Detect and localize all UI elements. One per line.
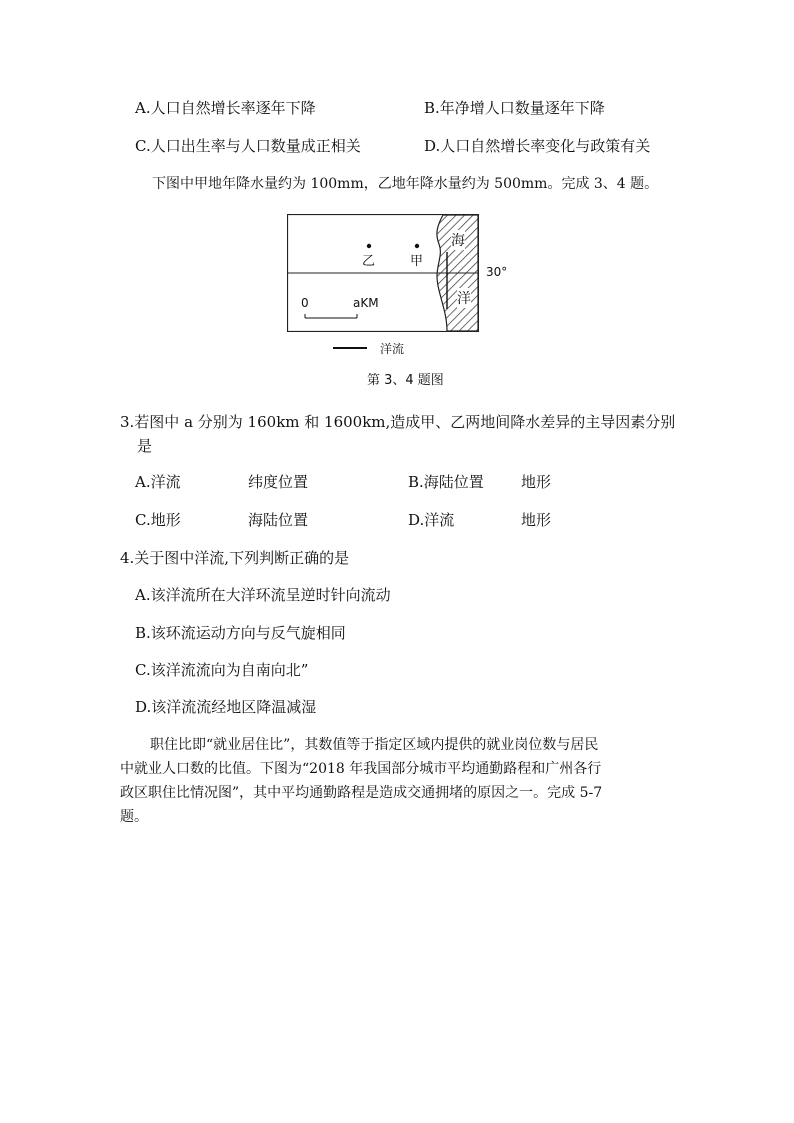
q4-stem: 4.关于图中洋流,下列判断正确的是 [120,549,350,567]
q4-option-c: C.该洋流流向为自南向北” [135,661,309,679]
q3-option-d1: D.洋流 [408,511,455,529]
q3-option-a2: 纬度位置 [248,473,309,491]
legend-current-line [333,347,367,349]
intro-5-7-line4: 题。 [120,809,148,825]
legend-current-label: 洋流 [380,342,405,356]
q3-option-b1: B.海陆位置 [408,473,484,491]
label-yi: 乙 [362,254,376,269]
label-lat: 30° [486,265,508,279]
q3-option-c1: C.地形 [135,511,181,529]
point-yi [367,244,371,248]
q3-stem-line1: 3.若图中 a 分别为 160km 和 1600km,造成甲、乙两地间降水差异的主导因素分别 [120,413,676,431]
q4-option-a: A.该洋流所在大洋环流呈逆时针向流动 [135,586,391,604]
q3-stem-line2: 是 [137,437,153,455]
q3-option-a1: A.洋流 [135,473,181,491]
q3-option-b2: 地形 [521,473,552,491]
q2-option-d: D.人口自然增长率变化与政策有关 [424,137,651,155]
figure-caption: 第 3、4 题图 [367,373,444,388]
label-hai: 海 [451,230,465,250]
intro-3-4: 下图中甲地年降水量约为 100mm，乙地年降水量约为 500mm。完成 3、4 题。 [152,176,659,192]
scale-a: aKM [353,296,379,310]
scale-zero: 0 [301,296,309,310]
intro-5-7-line1: 职住比即“就业居住比”，其数值等于指定区域内提供的就业岗位数与居民 [150,737,599,753]
intro-5-7-line2: 中就业人口数的比值。下图为“2018 年我国部分城市平均通勤路程和广州各行 [120,761,602,777]
q3-option-d2: 地形 [521,511,552,529]
map-figure [287,214,479,332]
q4-option-d: D.该洋流流经地区降温减湿 [135,698,317,716]
q4-option-b: B.该环流运动方向与反气旋相同 [135,624,346,642]
point-jia [415,244,419,248]
intro-5-7-line3: 政区职住比情况图”，其中平均通勤路程是造成交通拥堵的原因之一。完成 5-7 [120,785,603,801]
q2-option-b: B.年净增人口数量逐年下降 [424,99,605,117]
label-yang: 洋 [457,288,471,308]
q2-option-c: C.人口出生率与人口数量成正相关 [135,137,361,155]
label-jia: 甲 [410,254,424,269]
q3-option-c2: 海陆位置 [248,511,309,529]
q2-option-a: A.人口自然增长率逐年下降 [135,99,316,117]
